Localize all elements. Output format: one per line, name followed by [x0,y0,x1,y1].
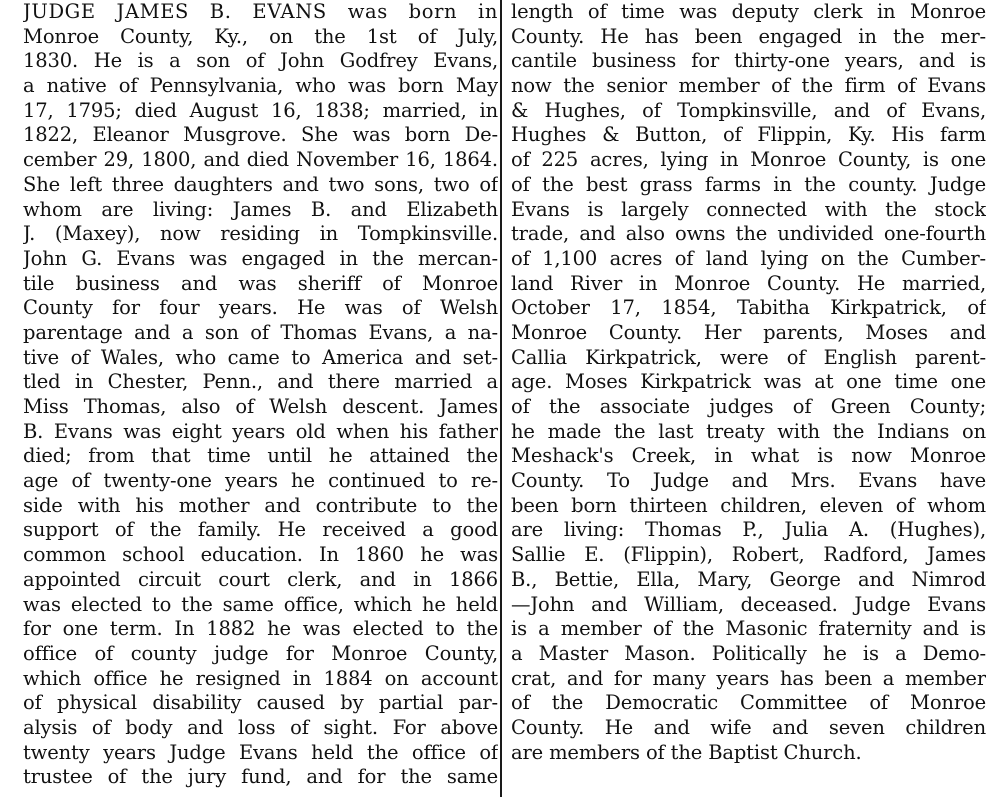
text-line: land River in Monroe County. He married, [511,271,986,295]
text-line: is a member of the Masonic fraternity and is [511,617,986,641]
right-column [511,0,986,765]
text-line: alysis of body and loss of sight. For above [23,715,498,739]
text-line: 17, 1795; died August 16, 1838; married, in [23,98,498,122]
text-line: which office he resigned in 1884 on account [23,666,498,690]
text-line: B., Bettie, Ella, Mary, George and Nimrod [511,567,986,591]
text-line: County. He has been engaged in the mer- [511,24,986,48]
text-line: Sallie E. (Flippin), Robert, Radford, James [511,543,986,567]
text-line: of the associate judges of Green County; [511,395,986,418]
left-column [23,0,498,790]
text-line: crat, and for many years has been a member [511,666,986,690]
text-line: tile business and was sheriff of Monroe [23,271,498,295]
text-line: She left three daughters and two sons, two of [23,172,498,196]
heading-name: JUDGE JAMES B. EVANS [23,0,327,23]
text-line: of physical disability caused by partial par- [23,691,498,715]
text-line: County. To Judge and Mrs. Evans have [511,469,986,493]
text-line: & Hughes, of Tompkinsville, and of Evans, [511,98,986,122]
text-line: trade, and also owns the undivided one-fourth [511,222,986,246]
text-line: been born thirteen children, eleven of whom [511,493,986,517]
text-line: side with his mother and contribute to the [23,493,498,517]
text-line: Monroe County. Her parents, Moses and [511,320,986,344]
text-line: Evans is largely connected with the stock [511,197,986,221]
text-line: are living: Thomas P., Julia A. (Hughes), [511,518,986,542]
text-line: for one term. In 1882 he was elected to the [23,617,498,641]
text-line: of the Democratic Committee of Monroe [511,691,986,715]
text-line: a Master Mason. Politically he is a Demo- [511,641,986,665]
text-line: tled in Chester, Penn., and there married a [23,370,498,394]
text-line: Meshack's Creek, in what is now Monroe [511,444,986,468]
text-line: October 17, 1854, Tabitha Kirkpatrick, of [511,296,986,320]
text-line: office of county judge for Monroe County, [23,641,498,665]
text-line: now the senior member of the firm of Evans [511,74,986,98]
text-line: County. He and wife and seven children [511,715,986,739]
text-line: age of twenty-one years he continued to re- [23,469,498,493]
text-line: cantile business for thirty-one years, and is [511,49,986,73]
text-line: Callia Kirkpatrick, were of English parent- [511,345,986,369]
text-line: of 1,100 acres of land lying on the Cumber- [511,246,986,270]
text-line: tive of Wales, who came to America and set- [23,345,498,369]
text-line: John G. Evans was engaged in the mercan- [23,246,498,270]
text-line: Miss Thomas, also of Welsh descent. James [23,395,498,418]
text-line [23,0,498,25]
text-line: of 225 acres, lying in Monroe County, is one [511,148,986,172]
text-line: common school education. In 1860 he was [23,543,498,567]
text-line: cember 29, 1800, and died November 16, 1864. [23,148,498,172]
heading-continuation: was born in [347,0,498,23]
text-line: he made the last treaty with the Indians on [511,419,986,443]
text-line: length of time was deputy clerk in Monroe [511,0,986,23]
text-line: was elected to the same office, which he held [23,592,498,616]
text-line: twenty years Judge Evans held the office of [23,740,498,764]
text-line: whom are living: James B. and Elizabeth [23,197,498,221]
text-line: trustee of the jury fund, and for the same [23,765,498,789]
text-line: 1822, Eleanor Musgrove. She was born De- [23,123,498,147]
text-line: 1830. He is a son of John Godfrey Evans, [23,49,498,73]
text-line: County for four years. He was of Welsh [23,296,498,320]
text-line: —John and William, deceased. Judge Evans [511,592,986,616]
text-line: died; from that time until he attained the [23,444,498,468]
text-line: support of the family. He received a good [23,518,498,542]
text-line: J. (Maxey), now residing in Tompkinsville. [23,222,498,246]
text-line: Hughes & Button, of Flippin, Ky. His farm [511,123,986,147]
text-line: age. Moses Kirkpatrick was at one time one [511,370,986,394]
text-line: are members of the Baptist Church. [511,740,862,764]
text-line: B. Evans was eight years old when his father [23,419,498,443]
text-line: parentage and a son of Thomas Evans, a na- [23,320,498,344]
text-line: of the best grass farms in the county. Judge [511,172,986,196]
text-line: appointed circuit court clerk, and in 1866 [23,567,498,591]
text-line: a native of Pennsylvania, who was born May [23,74,498,98]
text-line: Monroe County, Ky., on the 1st of July, [23,24,498,48]
column-divider [500,0,502,797]
